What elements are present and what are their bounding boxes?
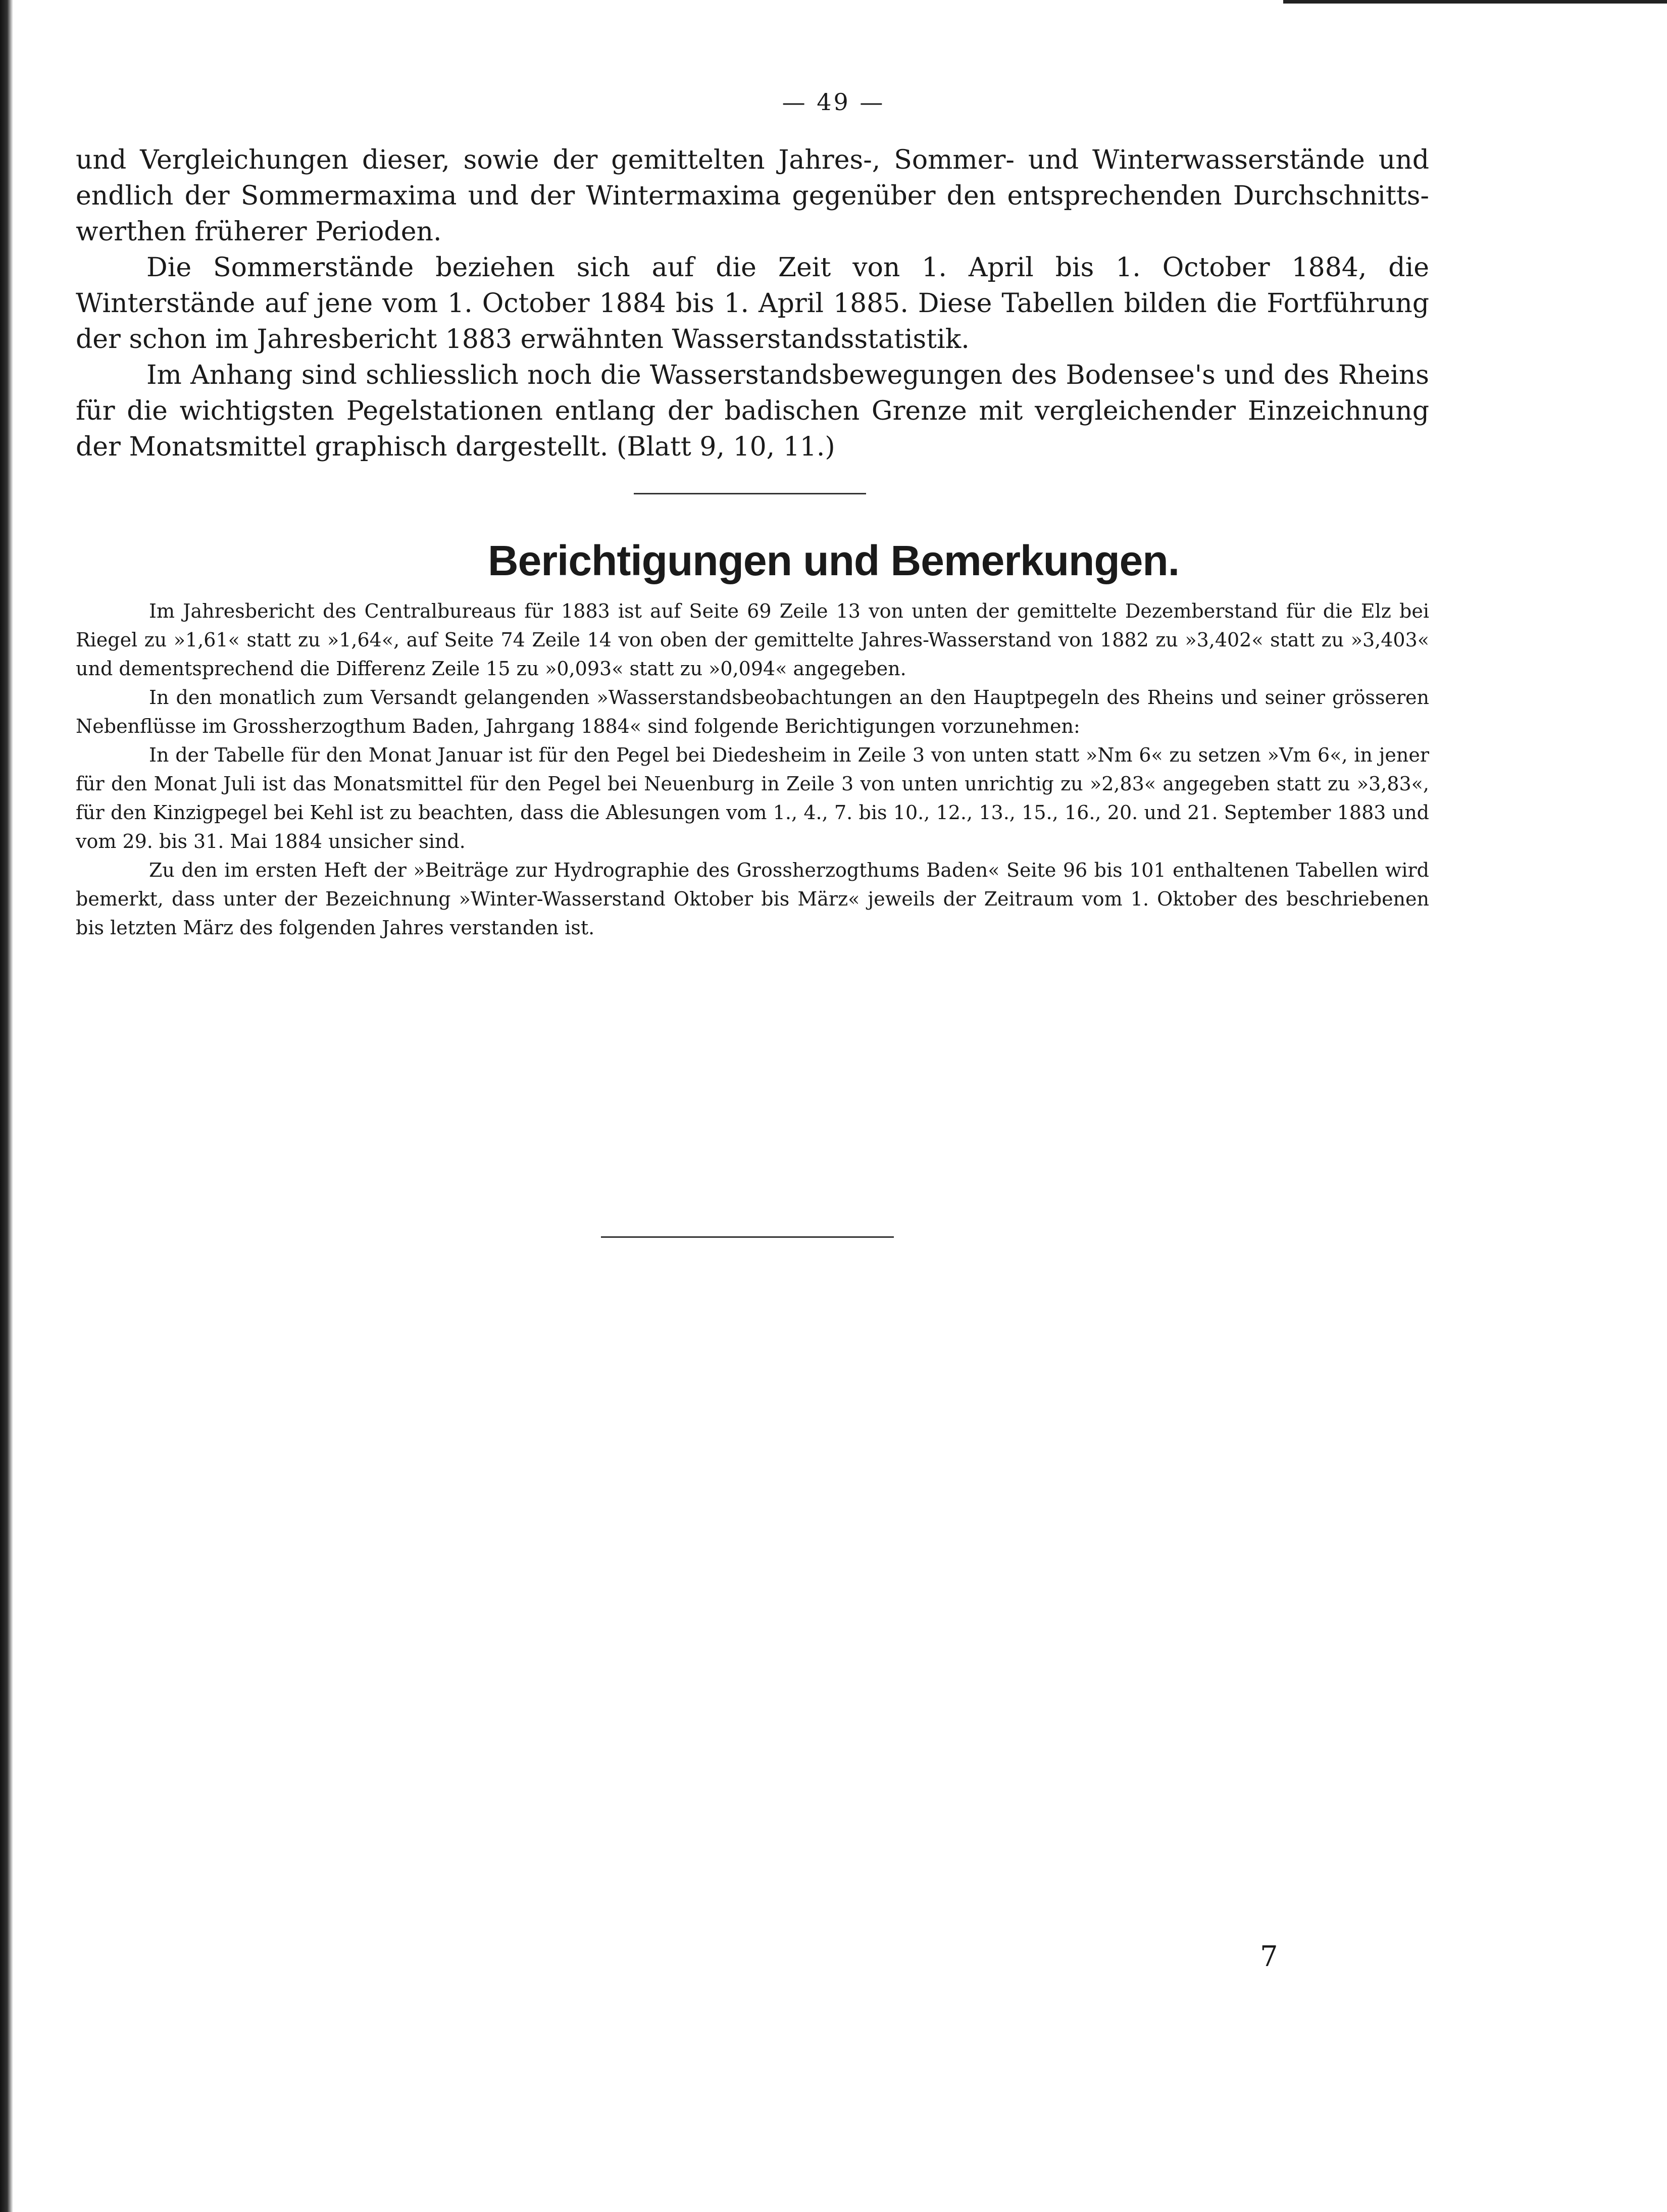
- page-number-header: — 49 —: [782, 88, 885, 116]
- paragraph-continuation: und Vergleichungen dieser, sowie der gemittelten Jahres-, Sommer- und Winterwasserstände und endlich der Sommermaxima und der Wintermaxima gegenüber den entsprechenden Durchschnitts-werthen früherer Perioden.: [76, 145, 1429, 247]
- note-paragraph: In den monatlich zum Versandt gelangenden »Wasserstandsbeobachtungen an den Hauptpegeln des Rheins und seiner grösseren Nebenflüsse im Grossherzogthum Baden, Jahrgang 1884« sind folgende Berichtigungen vorzunehmen:: [76, 686, 1429, 737]
- note-paragraph: In der Tabelle für den Monat Januar ist für den Pegel bei Diedesheim in Zeile 3 von unten statt »Nm 6« zu setzen »Vm 6«, in jener für den Monat Juli ist das Monatsmittel für den Pegel bei Neuenburg in Zeile 3 von unten unrichtig zu »2,83« angegeben statt zu »3,83«, für den Kinzigpegel bei Kehl ist zu beachten, dass die Ablesungen vom 1., 4., 7. bis 10., 12., 13., 15., 16., 20. und 21. September 1883 und vom 29. bis 31. Mai 1884 unsicher sind.: [76, 744, 1429, 852]
- end-divider: [601, 1236, 894, 1238]
- scan-binding-edge: [0, 0, 13, 2212]
- sheet-signature-number: 7: [1260, 1940, 1278, 1973]
- paragraph-anhang: Im Anhang sind schliesslich noch die Wasserstandsbewegungen des Bodensee's und des Rheins für die wichtigsten Pegelstationen entlang der badischen Grenze mit vergleichender Einzeichnung der Monatsmittel graphisch dargestellt. (Blatt 9, 10, 11.): [76, 360, 1429, 462]
- main-text: [76, 142, 1429, 465]
- section-title: Berichtigungen und Bemerkungen.: [487, 537, 1180, 584]
- note-paragraph: Im Jahresbericht des Centralbureaus für 1883 ist auf Seite 69 Zeile 13 von unten der gemittelte Dezemberstand für die Elz bei Riegel zu »1,61« statt zu »1,64«, auf Seite 74 Zeile 14 von oben der gemittelte Jahres-Wasserstand von 1882 zu »3,402« statt zu »3,403« und dementsprechend die Differenz Zeile 15 zu »0,093« statt zu »0,094« angegeben.: [76, 600, 1429, 680]
- section-divider: [634, 493, 866, 494]
- note-paragraph: Zu den im ersten Heft der »Beiträge zur Hydrographie des Grossherzogthums Baden« Seite 96 bis 101 enthaltenen Tabellen wird bemerkt, dass unter der Bezeichnung »Winter-Wasserstand Oktober bis März« jeweils der Zeitraum vom 1. Oktober des beschriebenen bis letzten März des folgenden Jahres verstanden ist.: [76, 859, 1429, 939]
- notes-section: [76, 597, 1429, 942]
- paragraph-sommerstaende: Die Sommerstände beziehen sich auf die Zeit von 1. April bis 1. October 1884, die Winterstände auf jene vom 1. October 1884 bis 1. April 1885. Diese Tabellen bilden die Fortführung der schon im Jahresbericht 1883 erwähnten Wasserstandsstatistik.: [76, 253, 1429, 355]
- scan-top-edge: [1283, 0, 1667, 4]
